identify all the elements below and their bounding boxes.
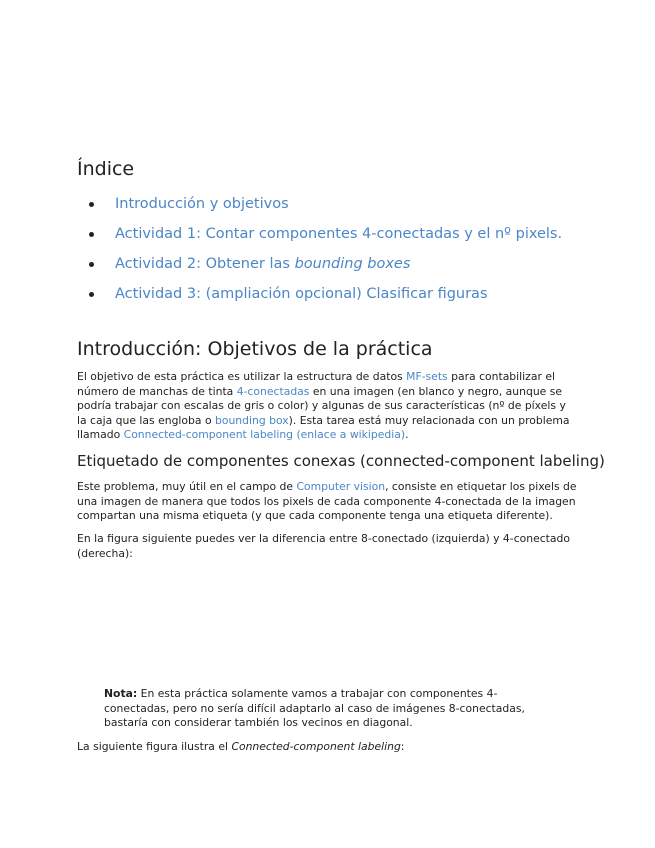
toc-item-introduccion <box>77 193 637 223</box>
table-of-contents <box>77 193 637 313</box>
intro-paragraph <box>77 370 577 443</box>
toc-link-actividad-2-text: Actividad 2: Obtener las <box>115 256 295 272</box>
note-text: En esta práctica solamente vamos a trabajar con componentes 4-conectadas, pero no sería difícil adaptarlo al caso de imágenes 8-conectadas, bastaría con considerar también los vecinos en diagonal. <box>104 687 525 729</box>
index-heading: Índice <box>77 158 135 180</box>
section-title-etiquetado: Etiquetado de componentes conexas (connected-component labeling) <box>77 452 605 470</box>
link-connected-component-labeling[interactable]: Connected-component labeling (enlace a wikipedia) <box>123 428 406 441</box>
text-span: El objetivo de esta práctica es utilizar la estructura de datos <box>77 370 407 383</box>
link-mf-sets[interactable]: MF-sets <box>406 370 448 383</box>
toc-link-actividad-2-italic: bounding boxes <box>294 256 411 272</box>
text-span: para contabilizar el número de manchas de tinta <box>77 370 555 398</box>
figure-intro-paragraph: En la figura siguiente puedes ver la diferencia entre 8-conectado (izquierda) y 4-conectado (derecha): <box>77 532 570 560</box>
text-span: . <box>405 428 409 441</box>
text-span: : <box>400 740 405 753</box>
toc-link-actividad-3[interactable]: Actividad 3: (ampliación opcional) Clasificar figuras <box>115 286 488 302</box>
note-paragraph <box>104 687 554 731</box>
toc-link-actividad-2[interactable] <box>115 256 410 272</box>
figure-caption-paragraph <box>77 740 577 755</box>
link-bounding-box[interactable]: bounding box <box>214 413 289 427</box>
bullet-icon <box>89 262 94 267</box>
bullet-icon <box>89 232 94 237</box>
link-4-conectadas[interactable]: 4-conectadas <box>236 384 310 398</box>
note-label: Nota: <box>104 687 138 700</box>
toc-link-actividad-1[interactable]: Actividad 1: Contar componentes 4-conectadas y el nº pixels. <box>115 226 563 242</box>
toc-item-actividad-3 <box>77 283 637 313</box>
toc-link-introduccion[interactable]: Introducción y objetivos <box>115 196 289 212</box>
toc-item-actividad-1 <box>77 223 637 253</box>
connectivity-figure-placeholder <box>77 568 577 678</box>
text-span: , consiste en etiquetar los pixels de una imagen de manera que todos los pixels de cada componente 4-conectada de la imagen compartan una misma etiqueta (y que cada componente tenga una etiqueta diferente). <box>77 480 577 522</box>
section-title-introduccion: Introducción: Objetivos de la práctica <box>77 338 433 360</box>
text-span: ). Esta tarea está muy relacionada con un problema llamado <box>77 413 570 441</box>
italic-term: Connected-component labeling <box>231 740 401 753</box>
text-span: La siguiente figura ilustra el <box>77 740 232 753</box>
toc-item-actividad-2 <box>77 253 637 283</box>
link-computer-vision[interactable]: Computer vision <box>296 480 386 493</box>
bullet-icon <box>89 202 94 207</box>
bullet-icon <box>89 292 94 297</box>
text-span: Este problema, muy útil en el campo de <box>77 480 297 493</box>
text-span: en una imagen (en blanco y negro, aunque se podría trabajar con escalas de gris o color) y algunas de sus características (nº de píxels y la caja que las engloba o <box>77 384 566 427</box>
labeling-paragraph <box>77 480 577 524</box>
